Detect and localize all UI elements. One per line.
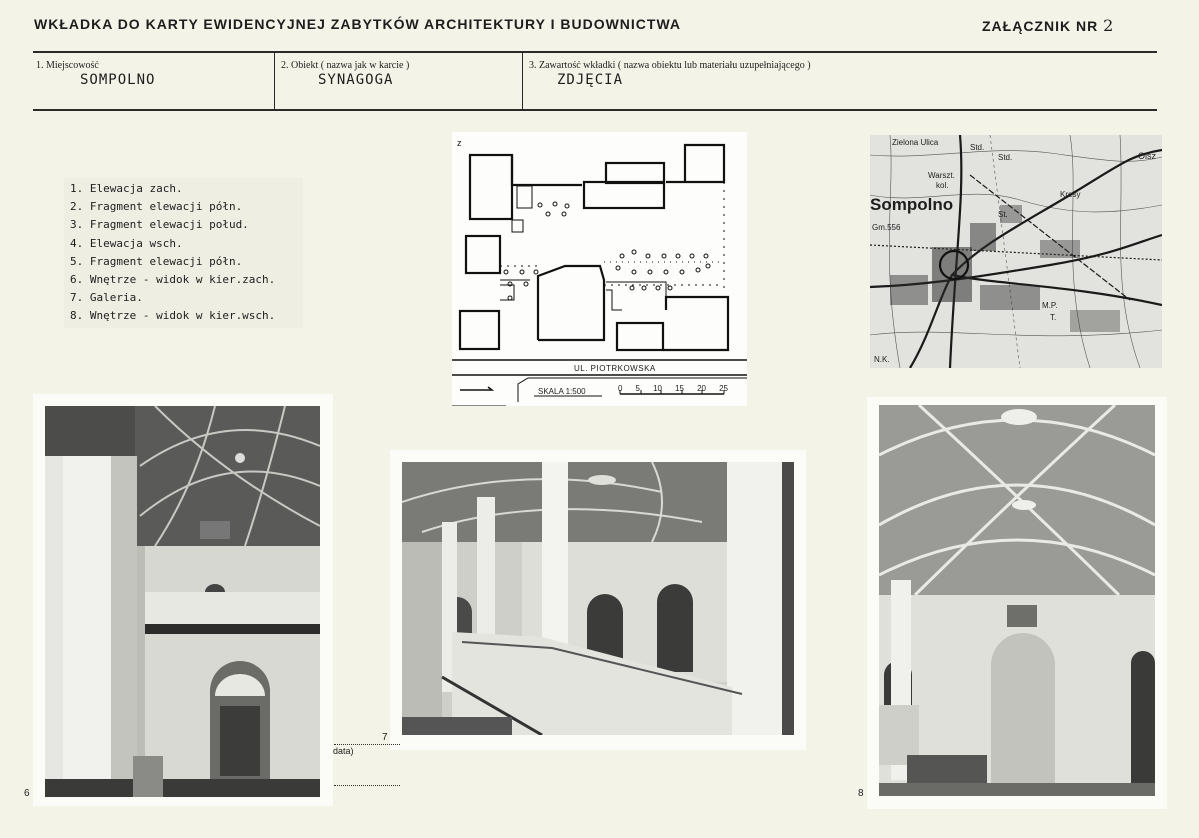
map-label: T. <box>1050 313 1057 322</box>
scale-tick: 10 <box>653 384 662 393</box>
scale-ticks <box>618 384 728 393</box>
photo-list-item: 6. Wnętrze - widok w kier.zach. <box>70 273 276 287</box>
date-dotted-line <box>334 744 400 745</box>
scale-tick: 25 <box>719 384 728 393</box>
scale-tick: 15 <box>675 384 684 393</box>
photo-list-item: 3. Fragment elewacji połud. <box>70 218 249 232</box>
photo-list-item: 2. Fragment elewacji półn. <box>70 200 243 214</box>
photo-list-item: 8. Wnętrze - widok w kier.wsch. <box>70 309 276 323</box>
map-label: Kresy <box>1060 190 1081 199</box>
plan-corner-mark: z <box>457 138 462 148</box>
photo-7-card <box>390 450 806 750</box>
photo-6-card <box>33 394 333 806</box>
map-drawing <box>870 135 1162 368</box>
photo-list <box>70 180 275 326</box>
photo-list-item: 1. Elewacja zach. <box>70 182 183 195</box>
map-label: St. <box>998 210 1008 219</box>
photo-list-item: 5. Fragment elewacji półn. <box>70 254 243 268</box>
map-label: Olsz <box>1138 151 1156 161</box>
card-title: WKŁADKA DO KARTY EWIDENCYJNEJ ZABYTKÓW ARCHITEKTURY I BUDOWNICTWA <box>34 16 682 32</box>
content-value: ZDJĘCIA <box>557 72 624 88</box>
photo-8-card <box>867 397 1167 809</box>
photo-8-number: 8 <box>858 788 864 799</box>
scale-tick: 0 <box>618 384 623 393</box>
annex-number: 2 <box>1103 16 1115 35</box>
dotted-line <box>334 785 400 786</box>
street-label: UL. PIOTRKOWSKA <box>574 364 656 373</box>
map-label: Zielona Ulica <box>892 138 939 147</box>
photo-7-number: 7 <box>382 732 388 743</box>
map-label: Std. <box>970 143 985 152</box>
photo-list-item: 7. Galeria. <box>70 291 143 305</box>
site-plan <box>452 132 747 406</box>
locality-label: 1. Miejscowość <box>36 60 99 71</box>
field-divider-1 <box>274 52 275 109</box>
map-label: Std. <box>998 153 1013 162</box>
map-label: Warszt. <box>928 171 955 180</box>
map-label: kol. <box>936 181 949 190</box>
photo-6-number: 6 <box>24 788 30 799</box>
location-map <box>870 135 1162 368</box>
photo-7-gallery <box>402 462 794 735</box>
map-label: Gm.556 <box>872 223 901 232</box>
date-label: data) <box>333 746 354 756</box>
scale-label: SKALA 1:500 <box>538 387 586 396</box>
object-label: 2. Obiekt ( nazwa jak w karcie ) <box>281 60 410 71</box>
map-town-label: Sompolno <box>870 195 954 214</box>
photo-8-interior-east <box>879 405 1155 796</box>
locality-value: SOMPOLNO <box>80 72 156 88</box>
annex-label <box>982 16 1114 35</box>
map-label: M.P. <box>1042 301 1058 310</box>
annex-label-text: ZAŁĄCZNIK NR <box>982 18 1099 34</box>
content-label: 3. Zawartość wkładki ( nazwa obiektu lub materiału uzupełniającego ) <box>529 60 811 71</box>
photo-6-interior-west <box>45 406 320 797</box>
field-divider-2 <box>522 52 523 109</box>
photo-list-card <box>64 178 303 328</box>
map-label: N.K. <box>874 355 890 364</box>
photo-list-item: 4. Elewacja wsch. <box>70 236 183 250</box>
scale-tick: 20 <box>697 384 706 393</box>
header-rule-bottom <box>33 109 1157 111</box>
header-rule-top <box>33 51 1157 53</box>
object-value: SYNAGOGA <box>318 72 394 88</box>
scale-tick: 5 <box>635 384 640 393</box>
